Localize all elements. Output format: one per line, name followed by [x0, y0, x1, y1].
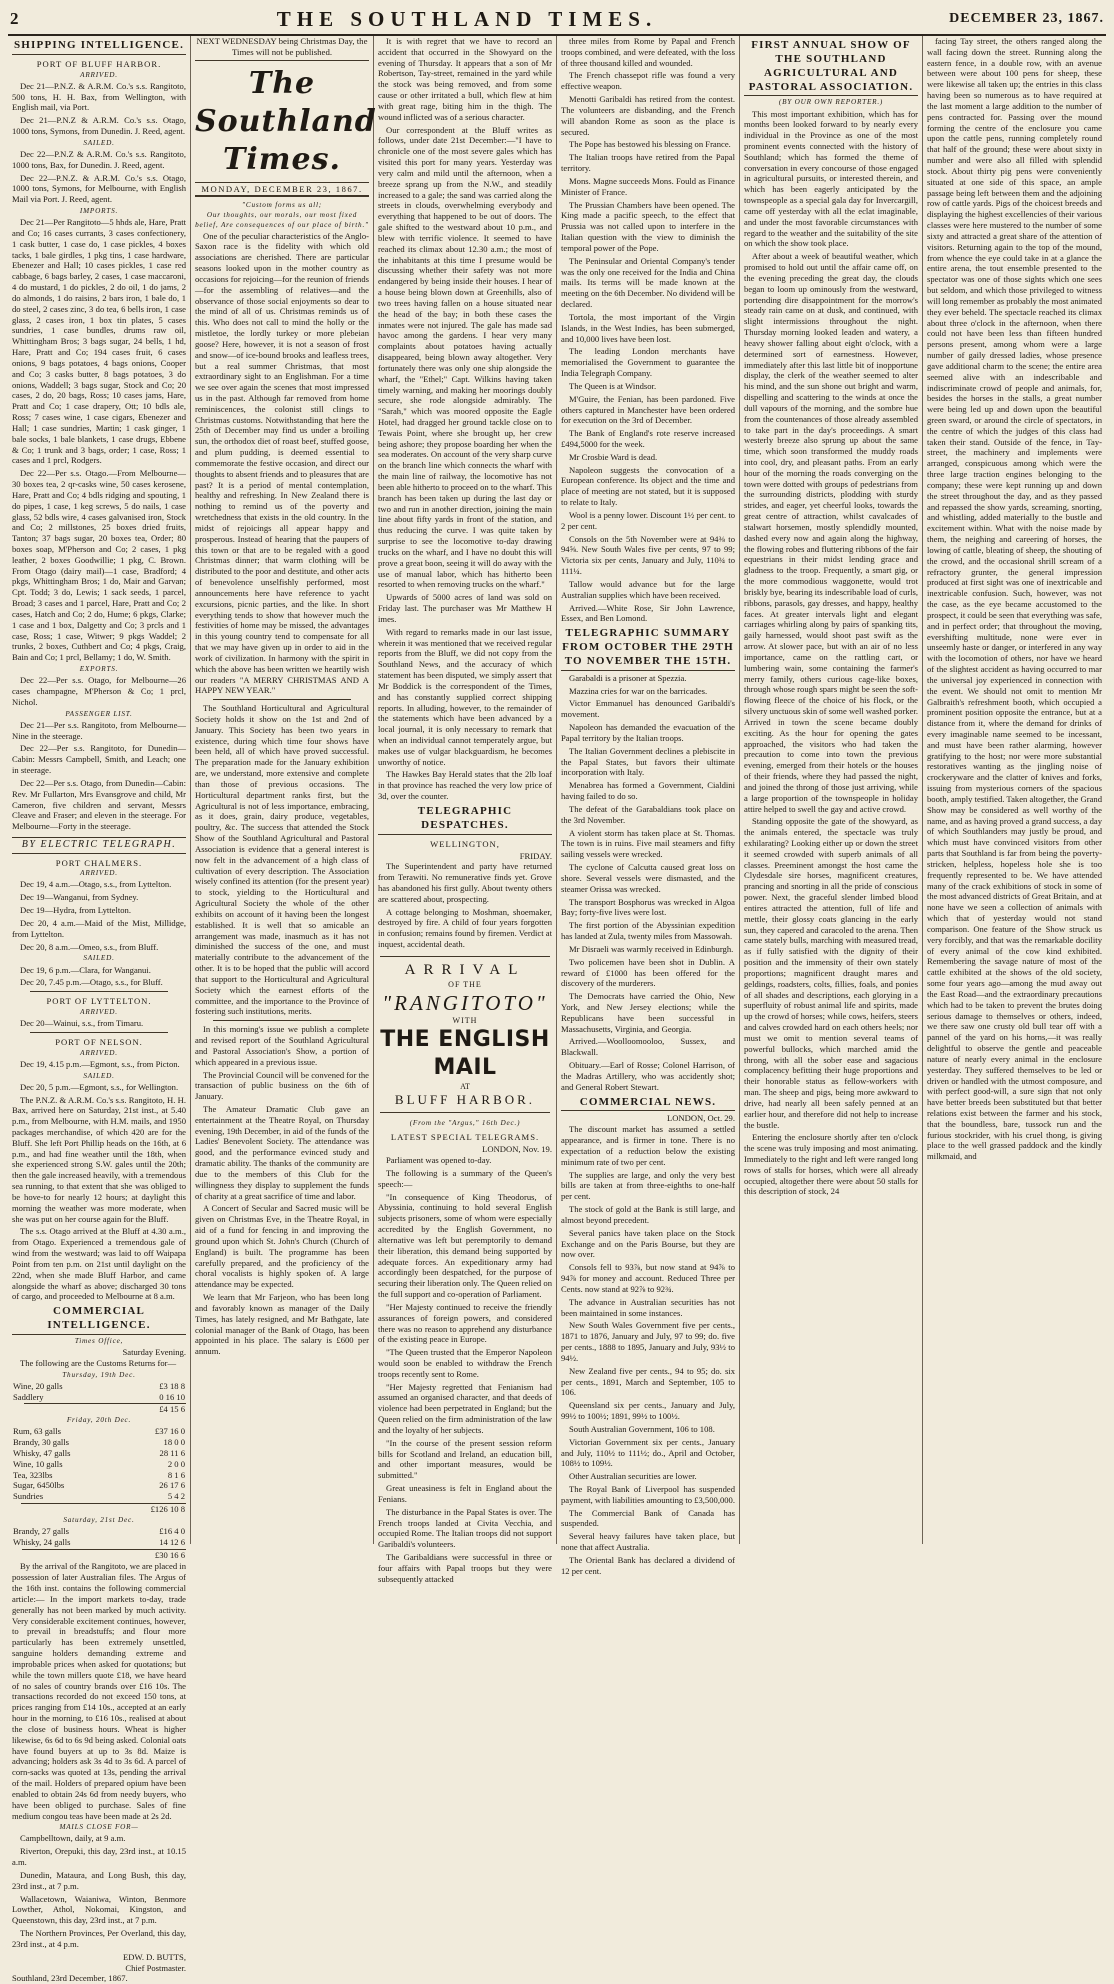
news-paragraph: The transport Bosphorus was wrecked in Algoa Bay; forty-five lives were lost.: [561, 896, 735, 918]
returns-row: [12, 1537, 186, 1548]
news-paragraph: The supplies are large, and only the very best bills are taken at from three-eighths to one-half per cent.: [561, 1169, 735, 1202]
divider: [213, 1020, 351, 1021]
news-paragraph: M'Guire, the Fenian, has been pardoned. Five others captured in Manchester have been ordered for execution on the 3rd of December.: [561, 393, 735, 426]
news-paragraph: The Democrats have carried the Ohio, New York, and New Jersey elections; while the Republicans have been successful in Massachusetts, Virginia, and Georgia.: [561, 991, 735, 1034]
telegraph-heading: BY ELECTRIC TELEGRAPH.: [12, 837, 186, 854]
news-paragraph: The defeat of the Garabaldians took place on the 3rd November.: [561, 803, 735, 825]
mail-entry: Campbelltown, daily, at 9 a.m.: [20, 1833, 126, 1844]
report-paragraph: facing Tay street, the others ranged along the wall facing down the street. Running along the eastern fence, in a double row, with an avenue between were about 100 pens for sheep, these were likewise all taken up; the entries in this class having been so numerous as to have required at the last moment a large addition to the number of pens contracted for. Passing over the mound forming the centre of the enclosure you came upon the cattle pens, running completely round that half of the ground; these were about sixty in number and were also all filled with splendid stock. About thirty pig pens were conveniently situated at one side of this space, an ample passage being left between them and the adjoining row of cattle yards. Pigs of the choicest breeds and displaying the highest excellencies of their various classes were here mustered to the number of some sixty and attracted a great share of the attention of visitors. Returning again to the top of the mound, from whence the eye could take in at a glance the entire arena, the tout ensemble presented to the spectator was one of those sights which one sees but seldom, and which those privileged to witness will long remember as probably the most animated they ever beheld. The spectacle reached its climax about three o'clock in the afternoon, when there could not have been less than fifteen hundred persons present, among whom were a large number of gaily dressed ladies, whose presence gave additional charm to the scene; the entire area seemed alive with an indescribable and indiscriminate crowd of people and animals, for, besides the horses in the stalls, a great number were being led up and down upon the beautiful green sward, or around the circle of spectators, in the centre of which the judges of this class had taken their stand. Outside of the fence, in Tay-street, the machinery and implements were arranged, conspicuous among which were the three large traction engines belonging to the company; these were kept running up and down the street throughout the day, and as they passed and repassed the show yards, screaming, snorting, and whistling, added materially to the bustle and excitement within. What with the noise made by them, the neighing and careering of horses, the lowing of cattle, bleating of sheep, the shouting of the crowd, and the occasional shrill scream of a refractory grunter, the general impression produced at first sight was one of inextricable and inextricable confusion. Such, however, was not the case, as the eye became accustomed to the prospect, it could be seen that everything was safe, and in perfect order; that throughout the moving, evershifting multitude, none were ever in unseemly haste or danger, or interfered in any way with the locomotion of others, nor have we heard of the slightest accident as having occurred to mar the universal joy experienced in connection with the event. We should not omit to mention Mr Galbraith's refreshment booth, which occupied a prominent position opposite the entrance, but at a distance from it, where the demand for drinks of every imaginable name seemed to be incessant, and must have been rather alarming, however gratifying to the host; nor were more substantial restoratives wanting as the jingling noise of crockeryware and the clatter of knives and forks, issuing from mysterious corners of the spacious booth, amply testified. Taken altogether, the Grand Show may be considered as well worthy of the name, and as having proved a grand success, a day of which Southlanders may justly be proud, and which must have convinced visitors from other parts that Southland is far from being the poverty-stricken, helpless, hopeless hole she is too frequently represented to be. We have attended many of the crack exhibitions of stock in some of the most advanced districts of Great Britain, and at none have we seen a collection of animals with which that of yesterday would not stand comparison. One feature of the Show struck us very forcibly, and that was the remarkable docility of every animal of the cow kind exhibited. Remembering the savage nature of most of the cattle exhibited at the shows of the old society, some four years ago—among the mud away out the East Road—and the extraordinary precautions which had to be taken to prevent the brutes doing serious damage to themselves or others, indeed, we there saw one crusty old bull tear off with a pannel of the yard on his horns,—it was really delightful to observe the gentle and peaceable nature of nearly every animal in the enclosure yesterday. They suffered themselves to be led or driven or handled with the utmost composure, and with perfect good-will, a sure sign that not only have better breeds been substituted but that better relations exist between the farmer and his stock, that the boundless, bare, tussock run and the furious stockrider, with his cruel thong, is giving place to the well grassed paddock and the kindly milkmaid, and: [927, 36, 1102, 1162]
news-paragraph: South Australian Government, 106 to 108.: [569, 1423, 715, 1434]
news-paragraph: three miles from Rome by Papal and French troops combined, and were defeated, with the loss of three thousand killed and wounded.: [561, 36, 735, 68]
returns-item: Wine, 20 galls: [13, 1380, 63, 1391]
arrived-label: ARRIVED.: [80, 70, 118, 79]
returns-item: Sundries: [13, 1491, 44, 1502]
returns-amount: £37 16 0: [154, 1426, 185, 1437]
saturday-label: Saturday, 21st Dec.: [63, 1515, 135, 1524]
returns-item: Whisky, 47 galls: [13, 1447, 71, 1458]
market-report: By the arrival of the Rangitoto, we are placed in possession of later Australian files. The Argus of the 16th inst. contains the following commercial article:— In the import markets to-day, trade generally has not been marked by much activity. Very considerable excitement continues, however, to prevail in breadstuffs; and flour more particularly has been extremely unsettled, sanguine holders demanding extreme and improbable prices when asked for quotations; but while the town millers quote £18, we have heard of no sales of country brands over £16 10s. The transactions recorded do not exceed 150 tons, at prices ranging from £14 10s., accepted at an early hour in the morning, to £16 10s., realised at about the close of business hours. Wheat is higher likewise, 6s 6d to 6s 9d being asked. Colonial oats have found buyers at up to 3s 8d. Maize is advancing; holders ask 3s 4d to 3s 6d. A parcel of corn-sacks was quoted at 13s, pending the arrival of the mail. Holders of prepared opium have been enabled to obtain 24s 6d from needy buyers, who have been obliged to purchase. Sales of fine medium congou teas have been made at 2s 2d.: [12, 1561, 186, 1821]
news-paragraph: Wool is a penny lower. Discount 1½ per cent. to 2 per cent.: [561, 509, 735, 531]
news-paragraph: Victorian Government six per cents., January and July, 110½ to 111½; do., April and October, 108½ to 109½.: [561, 1436, 735, 1469]
friday-label: Friday, 20th Dec.: [66, 1416, 132, 1425]
news-paragraph: The French chassepot rifle was found a very effective weapon.: [561, 70, 735, 92]
news-paragraph: Parliament was opened to-day.: [386, 1155, 492, 1166]
news-paragraph: The Royal Bank of Liverpool has suspended payment, with liabilities amounting to £3,500,000.: [561, 1483, 736, 1505]
returns-amount: 14 12 6: [159, 1536, 185, 1547]
news-paragraph: Arrived.—Woolloomooloo, Sussex, and Blackwall.: [561, 1036, 735, 1058]
news-paragraph: Tortola, the most important of the Virgin Islands, in the West Indies, has been submerged, and 10,000 lives have been lost.: [561, 311, 735, 344]
exports-entry: Dec 22—Per s.s. Otago, for Melbourne—26 cases champagne, M'Pherson & Co; 1 prcl, Nichol.: [12, 675, 186, 707]
returns-row: [12, 1426, 186, 1437]
saturday-returns-table: [12, 1526, 186, 1548]
news-paragraph: The Amateur Dramatic Club gave an entertainment at the Theatre Royal, on Thursday evening, 19th December, in aid of the funds of the Ladies' Benevolent Society. The attendance was good, and the performance evinced study and dramatic ability. The thanks of the community are due to the members of this Club for the willingness they display to supplement the funds of charity at a great sacrifice of time and labor.: [195, 1103, 369, 1201]
returns-amount: 28 11 6: [159, 1447, 185, 1458]
imports-entry: Dec 21—Per Rangitoto—5 hhds ale, Hare, Pratt and Co; 16 cases currants, 3 cases confectionery, 1 cask butter, 1 case do, 1 case pickles, 4 boxes tacks, 1 bale girdles, 1 pkg tins, 1 case hardware, Ebenezer and Hall; 10 cases pickles, 1 case red cabbage, 6 bags barley, 2 cases, 1 case maccaroni, 4 do mustard, 1 do pickles, 2 do oil, 1 do jams, 2 do almonds, 1 do raisins, 2 bars iron, 1 bale do, 1 do steel, 2 cases zinc, 3 do tea, 6 bells iron, 1 case glass, 2 cases iron, 1 box tin plates, 5 cases sundries, 1 case bundles, drums raw oil, Whittingham Bros; 3 bags sugar, 24 bells, 1 hd, Hare, Pratt and Co; 194 cases fruit, 6 cases onions, 9 bags potatoes, 4 bags onions, Cooper and Co; 3 casks butter, 8 bags potatoes, 3 do onions, Waddell; 3 bags sugar, Stock and Co; 20 cases, 2 do, 20 bags, Ross; 10 cases jams, Hare, Pratt and Co; 1 case drapery, Ott; 10 bdls ale, Ross; 7 cases wine, 1 case cigars, Ebenezer and Hall; 1 case sundries, Martin; 1 cask ginger, 1 bale socks, 1 bale blankets, 1 case drugs, Ebbene & Co; 1 trunk and 3 bags, order; 1 case, Ross; 1 cases and 1 prcl, Rodgers.: [12, 217, 186, 466]
news-paragraph: A cottage belonging to Moshman, shoemaker, destroyed by fire. A child of four years forgotten in confusion; remains found by firemen. Verdict at inquest, accidental death.: [378, 906, 552, 950]
news-paragraph: Garabaldi is a prisoner at Spezzia.: [569, 672, 687, 683]
news-paragraph: We learn that Mr Farjeon, who has been long and favorably known as manager of the Daily Times, has lately resigned, and Mr Bathgate, late colonial manager of the Bank of Otago, has been appointed in his place. The salary is £600 per annum.: [195, 1292, 369, 1357]
mail-entry: The Northern Provinces, Per Overland, this day, 23rd inst., at 4 p.m.: [12, 1928, 186, 1949]
divider: [30, 1032, 168, 1033]
shipping-entry: Dec 22—P.N.Z & A.R.M. Co.'s s.s. Rangitoto, 1000 tons, Bax, for Dunedin. J. Reed, agent.: [12, 148, 186, 170]
returns-amount: 2 0 0: [167, 1458, 185, 1469]
mails-heading: MAILS CLOSE FOR—: [59, 1823, 139, 1832]
news-paragraph: The Hawkes Bay Herald states that the 2lb loaf in that province has reached the very low price of 3d, over the counter.: [378, 769, 552, 802]
returns-row: [12, 1526, 186, 1537]
postmaster-title: Chief Postmaster.: [125, 1962, 186, 1973]
banner-arrival: ARRIVAL: [404, 961, 526, 978]
news-paragraph: The disturbance in the Papal States is over. The French troops landed at Civita Vecchia, and occupied Rome. The Italian troops did not support Garibaldi's volunteers.: [378, 1506, 552, 1550]
banner-of-the: OF THE: [448, 979, 482, 989]
latest-telegrams-heading: LATEST SPECIAL TELEGRAMS.: [390, 1132, 540, 1143]
news-paragraph: Consols on the 5th November were at 94⅜ to 94⅝. New South Wales five per cents, 97 to 99; Victoria six per cents, January and July, 110¾ to 111¼.: [561, 533, 735, 577]
news-paragraph: A Concert of Secular and Sacred music will be given on Christmas Eve, in the Theatre Royal, in aid of a fund for fencing in and improving the ground upon which St. John's Church (Church of England) is built. The programme has been carefully prepared, and the proficiency of the choral vocalists is highly spoken of. A large attendance may be expected.: [195, 1203, 369, 1290]
notice-dateline: Southland, 23rd December, 1867.: [12, 1973, 128, 1984]
news-paragraph: New Zealand five per cents., 94 to 95; do. six per cents., 1891, March and September, 105 to 106.: [561, 1365, 735, 1398]
thursday-returns-table: [12, 1381, 186, 1403]
report-paragraph: Standing opposite the gate of the showyard, as the animals entered, the spectacle was truly exhilarating? Looking either up or down the street it seemed crowded with superb animals of all classes. Preeminent amongst the host came the Clydesdale sire horses, magnificent creatures, prancing and snorting in all the pride of conscious power. Next, the graceful slender limbed blood entires attracted the attention, full of life and mettle, their glossy coats glancing in the early sun, they capered and caracoled to the arena. Then came stately bulls, marching with measured tread, as if fully satisfied with the dignity of their position and the immensity of their own stately proportions; magnificent draught mares and geldings, roadsters, colts, fillies, foals, and ponies of all shades and descriptions, each glorying in a superfluity of robust animal life and spirits, made up the crowd of horses; while cows, heifers, steers and calves crowded hard on each others heels; nor must we omit to mention several teams of powerful bullocks, which marched amid the throng, with all the sober ease and sagacious complacency befitting their huge proportions and their honorable status as fellow-workers with man. The sheep and pigs, being more awkward to drive, had nearly all been safely penned at an earlier hour, and therefore did not help to increase the bustle.: [744, 816, 918, 1130]
news-paragraph: Napoleon suggests the convocation of a European conference. Its object and the time and place of meeting are not stated, but it is supposed to relate to Italy.: [561, 464, 735, 508]
news-paragraph: It is with regret that we have to record an accident that occurred in the Showyard on the evening of Thursday. It appears that a son of Mr Robertson, Tay-street, remained in the yard while the stock was being removed, and from some cause or other irritated a bull, which flew at him with great rage, biting him in the thigh. The wound inflicted was of a serious character.: [378, 36, 552, 122]
port-bluff-heading: PORT OF BLUFF HARBOR.: [36, 58, 162, 69]
mail-entry: Riverton, Orepuki, this day, 23rd inst., at 10.15 a.m.: [12, 1846, 186, 1868]
byline: (BY OUR OWN REPORTER.): [778, 98, 884, 107]
column-2: [191, 36, 377, 1544]
page-number: 2: [10, 9, 19, 28]
report-paragraph: After about a week of beautiful weather, which promised to hold out until the affair came off, on the evening preceding the great day, the clouds began to loom up ominously from the westward, portending dire disappointment for the morrow's steady rain came on at dusk, and continued, with slight intermissions throughout the night. Thursday morning looked leaden and watery, a heavy shower falling about eight o'clock, with a determined sort of earnestness. However, immediately after this last little bit of inopportune display, the clerk of the weather seemed to alter his mind, and the sun shone out bright and warm, dispelling and scattering to the winds at once the dull vapours of the morning, and the sombre hue from the countenances of those already assembled to take part in the day's proceedings. A smart westerly breeze also sprung up about the same time, which soon transformed the muddy roads into cool, dry, and pleasant paths. From an early hour of the morning the roads converging on the town were dotted with groups of pedestrians from the surrounding districts, plodding with sturdy strides, and eager, yet cheerful looks, towards the great centre of attraction, whilst cavalcades of stalwart horsemen, mostly splendidly mounted, dashed every now and again along the highway, the flowing robes and fluttering ribbons of the fair equestrians in their midst lending grace and gladness to the troop. Frequently, a smart gig, or the more commodious waggonette, would trot briskly bye, bearing its indescribable load of curls, ribbons, parasols, gay dresses, and happy, healthy faces. At greater intervals light and elegant carriages whirling along by pairs of spanking tits, gaily harnessed, would shoot past swift as the arrow. At slower pace, but with an air of no less importance, came on the rattling cart, or lumbering wain, some containing the farmer's merry family, others curious cage-like boxes, through whose rough spars might be seen the soft-flowing fleece of the choice of his flock, or the silvery unctuous skin of some well washed porker. Arrived in town the scene became doubly exciting. As the hour for opening the gates approached, the visitors who had taken the precaution to come into town the previous evening, emerged from their hotels or the houses of their friends, where they had passed the night, and joined the throng of those just arriving, while a large proportion of the townspeople in holiday attire helped to swell the gay and active crowd.: [744, 251, 918, 814]
shipping-entry: Dec 21—P.N.Z & A.R.M. Co.'s s.s. Otago, 1000 tons, Symons, from Dunedin. J. Reed, agent.: [12, 115, 186, 137]
news-paragraph: The Oriental Bank has declared a dividend of 12 per cent.: [561, 1554, 735, 1576]
returns-row: [12, 1437, 186, 1448]
imports-entry: Dec 22—Per s.s. Otago.—From Melbourne—30 boxes tea, 2 qr-casks wine, 50 cases kerosene, Hare, Pratt and Co; 4 bdls ridging and spouting, 1 do pipes, 1 case, 1 keg screws, 5 do nails, 1 case glass, 52 bdls wire, 4 cases galvanised iron, Stock and Co; 2 millstones, 25 boxes dried fruits, Tanton; 37 bags sugar, 20 boxes tea, Order; 80 boxes soap, M'Pherson and Co; 2 cases, 1 pkg leather, 2 boxes Goodwillie; 1 pkg, C. Brown. From Otago (dairy mail)—1 case, Bradford; 4 pkgs, Whittingham Bros; 1 do, Mair and Garvan; Cpt. Todd; 3 do, Lewis; 1 sack seeds, 1 parcel, Broad; 3 cases and 1 parcel, Hare, Pratt and Co; 2 cases, Hatch and Co; 2 do, Hume; 6 pkgs, Clarke; 1 case and 1 box, Dalgetty and Co; 3 prcls and 1 case, Ross; 1 case, Witwer; 9 pkgs Waddel; 2 trunks, 2 boxes, Cuthbert and Co; 4 pkgs, Craig, Bain and Co; 1 prcl, Bellamy; 1 do, W. Smith.: [12, 468, 186, 663]
shipping-entry: Dec 20, 4 a.m.—Maid of the Mist, Millidge, from Lyttelton.: [12, 917, 186, 939]
editorial-paragraph: One of the peculiar characteristics of the Anglo-Saxon race is the fidelity with which old associations are cherished. There are particular seasons looked upon in the mother country as occasions for rejoicing—for the reunion of friends—for the assembling of relatives—and the observance of those social enjoyments so dear to the mind of all of us. Christmas reminds us of this. Who does not call to mind the holly or the mistletoe, the lordly turkey or more plebeian goose? Here, however, it is not a season of frost and snow—of ice-bound brooks and leafless trees, but a real summer Christmas, that most extraordinary sight to an Englishman. For a time we see over again the scenes that most impressed us in the past. Although far removed from home reminiscences, the colonist still clings to Christmas customs. Notwithstanding that here the 25th of December may find us under a broiling sun, the orthodox diet of roast beef, stuffed goose, and plum pudding, is deemed essential to commemorate the festive occasion, and direct our thoughts to absent friends and to pleasures that are past? It is a period of mental contemplation, healthy and refreshing. In New Zealand there is nothing to remind us of the poverty and wretchedness that exists in the old country. In the midst of rejoicings all appear happy and prosperous. Instead of hearing that the paupers of this town or that are to be regaled with a good Christmas dinner; that warm clothing will be distributed to the poor and destitute, and other acts of benevolence unselfishly performed, most announcements here have reference to yacht excursions, picnic parties, and the like. In short everything tends to show that however much the festivities of home may be missed, the advantages in this young country tend to compensate for all that we may have given up in order to aid in the work of civilization. In harmony with the spirit in which the above has been written we heartily wish our readers "A MERRY CHRISTMAS AND A HAPPY NEW YEAR.": [195, 230, 369, 696]
returns-amount: £3 18 8: [159, 1380, 185, 1391]
friday-returns-table: [12, 1426, 186, 1502]
passenger-entry: Dec 22—Per s.s. Rangitoto, for Dunedin—Cabin: Messrs Campbell, Smith, and Leach; one in steerage.: [12, 743, 186, 776]
source-note: (From the "Argus," 16th Dec.): [409, 1119, 521, 1128]
epigraph: Our thoughts, our morals, our most fixed belief, Are consequences of our place of birth.": [195, 211, 369, 229]
returns-item: Whisky, 24 galls: [13, 1536, 71, 1547]
times-office: Times Office,: [74, 1336, 124, 1345]
port-chalmers-heading: PORT CHALMERS.: [55, 857, 143, 868]
imports-label: IMPORTS.: [79, 207, 119, 216]
news-paragraph: Great uneasiness is felt in England about the Fenians.: [378, 1483, 552, 1504]
column-1: [8, 36, 191, 1984]
news-paragraph: Mazzina cries for war on the barricades.: [569, 685, 708, 696]
returns-row: [12, 1491, 186, 1502]
banner-ship: "RANGITOTO": [382, 990, 548, 1015]
news-paragraph: "The Queen trusted that the Emperor Napoleon would soon be enabled to withdraw the French troops recently sent to Rome.: [378, 1347, 552, 1379]
shipping-entry: Dec 20, 8 a.m.—Omeo, s.s., from Bluff.: [20, 941, 159, 952]
passenger-label: PASSENGER LIST.: [65, 709, 133, 718]
news-paragraph: Menotti Garibaldi has retired from the contest. The volunteers are disbanding, and the French will abandon Rome as soon as the place is secured.: [561, 94, 735, 137]
telegraphic-summary-heading: TELEGRAPHIC SUMMARY FROM OCTOBER THE 29TH TO NOVEMBER THE 15TH.: [561, 627, 735, 671]
banner-with: WITH: [452, 1016, 478, 1026]
news-paragraph: A violent storm has taken place at St. Thomas. The town is in ruins. Five mail steamers and fifty sailing vessels were wrecked.: [561, 827, 735, 860]
commercial-heading: COMMERCIAL INTELLIGENCE.: [12, 1305, 186, 1335]
news-paragraph: The Superintendent and party have returned from Terawiti. No remunerative finds yet. Grove has abandoned his first gully. About twenty others are scattered about, prospecting.: [378, 861, 552, 904]
epigraph: "Custom forms us all;: [242, 201, 322, 210]
returns-amount: £16 4 0: [159, 1525, 185, 1536]
news-paragraph: The Queen is at Windsor.: [569, 380, 657, 391]
news-paragraph: The advance in Australian securities has not been maintained in some instances.: [561, 1296, 735, 1318]
passenger-entry: Dec 21—Per s.s. Rangitoto, from Melbourne—Nine in the steerage.: [12, 719, 186, 741]
commercial-dateline: LONDON, Oct. 29.: [666, 1113, 735, 1124]
sailed-label: SAILED.: [83, 138, 115, 147]
returns-item: Tea, 323lbs: [13, 1469, 53, 1480]
news-paragraph: Several panics have taken place on the Stock Exchange and on the Paris Bourse, but they are now over.: [561, 1227, 735, 1260]
news-paragraph: The Pope has bestowed his blessing on France.: [569, 139, 731, 150]
exports-label: EXPORTS.: [79, 665, 119, 674]
sailed-label: SAILED.: [83, 1071, 115, 1080]
news-paragraph: The Garibaldians were successful in three or four affairs with Papal troops but they were subsequently attacked: [378, 1552, 552, 1584]
mail-entry: Dunedin, Mataura, and Long Bush, this day, 23rd inst., at 7 p.m.: [12, 1869, 186, 1891]
english-mail-banner: [380, 956, 550, 1113]
news-paragraph: The leading London merchants have memorialised the Government to guarantee the India Telegraph Company.: [561, 346, 735, 379]
port-lyttelton-heading: PORT OF LYTTELTON.: [46, 996, 152, 1007]
column-4: [557, 36, 740, 1576]
returns-item: Rum, 63 galls: [13, 1426, 61, 1437]
returns-intro: The following are the Customs Returns for—: [20, 1357, 177, 1368]
returns-row: [12, 1480, 186, 1491]
news-paragraph: Other Australian securities are lower.: [569, 1471, 697, 1482]
report-paragraph: Entering the enclosure shortly after ten o'clock the scene was truly imposing and most animating. Immediately to the right and left were ranged long rows of stalls for horses, which were all already occupied, altogether there were about 50 stalls for this description of stock, 24: [744, 1132, 918, 1197]
returns-item: Sugar, 6450lbs: [13, 1480, 65, 1491]
news-paragraph: Several heavy failures have taken place, but none that affect Australia.: [561, 1531, 735, 1553]
thursday-total: £4 15 6: [12, 1403, 186, 1415]
shipping-report: The s.s. Otago arrived at the Bluff at 4.30 a.m., from Otago. Experienced a tremendous gale of wind from the westward; was laid to off Waipapa Point from ten p.m. on 21st until daylight on the 22nd, when she made Bluff Harbor, and came alongside the wharf as above; discharged 30 tons of cargo, and proceeded to Melbourne at 8 a.m.: [12, 1226, 186, 1302]
mail-entry: Wallacetown, Waianiwa, Winton, Benmore Lowther, Athol, Nokomai, Kingston, and Queenstown, this day, 23rd inst., at 7 p.m.: [12, 1893, 186, 1926]
news-paragraph: Napoleon has demanded the evacuation of the Papal territory by the Italian troops.: [561, 722, 735, 743]
news-paragraph: The first portion of the Abyssinian expedition has landed at Zula, twenty miles from Massowah.: [561, 920, 735, 942]
returns-amount: 18 0 0: [163, 1437, 185, 1448]
returns-row: [12, 1381, 186, 1392]
wellington-heading: WELLINGTON,: [430, 838, 500, 849]
shipping-entry: Dec 19—Hydra, from Lyttelton.: [20, 905, 131, 916]
arrived-label: ARRIVED.: [80, 869, 118, 878]
friday-total: £126 10 8: [12, 1503, 186, 1515]
news-paragraph: Mr Disraeli was warmly received in Edinburgh.: [569, 943, 734, 954]
editorial-paragraph: The Southland Horticultural and Agricultural Society holds it show on the 1st and 2nd of January. This Society has been two years in existence, during which time four shows have been held, all of which have proved successful. The preparation made for the January exhibition are, we understand, more extensive and complete than those of previous occasions. The Horticultural department ranks first, but the Agricultural is not of less importance, embracing, as it does, grain, dairy produce, vegetables, poultry, &c. The success that attended the Stock Show of the Southland Agricultural and Pastoral Association is evidence that a general interest is now felt in the advancement of a high class of cultivation of every description. The Association wisely confined its attention (for the present year) to stock, yielding to the Horticultural and Agricultural Society the whole of the other exhibits on account of it having been the longest established. It is well that so amicable an arrangement was made, inasmuch as it has not diminished the success of the one, and must materially contribute to the advancement of the other. It is to be hoped that the public will accord that support to the Horticultural and Agricultural Society which the earnest efforts of the committee, and the importance to the Province of fostering such institutions, merits.: [195, 703, 369, 1017]
newspaper-logo: The Southland Times.: [195, 66, 377, 177]
friday-label: FRIDAY.: [519, 850, 552, 861]
news-paragraph: Upwards of 5000 acres of land was sold on Friday last. The purchaser was Mr Matthew H imes.: [378, 592, 552, 624]
returns-row: [12, 1392, 186, 1403]
divider: [213, 699, 351, 700]
returns-row: [12, 1459, 186, 1470]
news-paragraph: Two policemen have been shot in Dublin. A reward of £1000 has been offered for the discovery of the murderers.: [561, 956, 735, 989]
news-paragraph: New South Wales Government five per cents., 1871 to 1876, January and July, 97 to 99; do. five per cents., 1888 to 1895, January and July, 93½ to 94½.: [561, 1320, 735, 1363]
banner-at: AT: [460, 1081, 470, 1091]
news-paragraph: "Her Majesty continued to receive the friendly assurances of foreign powers, and considered there was no reason to apprehend any disturbance of the existing peace in Europe.: [378, 1301, 552, 1345]
news-paragraph: The stock of gold at the Bank is still large, and almost beyond precedent.: [561, 1204, 735, 1225]
news-paragraph: With regard to remarks made in our last issue, wherein it was mentioned that we received regular reports from the Bluff, we did not copy from the Southland News, and the accuracy of which statement has been disputed, we simply assert that Mr Boddick is the correspondent of the Times, and has constantly supplied correct shipping reports. In alluding, however, to the remainder of the statements which have been advanced by a local journal, it is only necessary to remark that when an individual cannot temperately argue, but makes use of vulgar blackguardism, he becomes unworthy of notice.: [378, 626, 552, 767]
news-paragraph: The Bank of England's rote reserve increased £494,5000 for the week.: [561, 428, 735, 449]
thursday-label: Thursday, 19th Dec.: [62, 1370, 136, 1379]
shipping-entry: Dec 19, 4.15 p.m.—Egmont, s.s., from Picton.: [20, 1058, 180, 1069]
issue-date: DECEMBER 23, 1867.: [949, 11, 1104, 26]
news-paragraph: "In the course of the present session reform bills for Scotland and Ireland, an education bill, and other important measures, would be submitted.": [378, 1437, 552, 1481]
news-paragraph: In this morning's issue we publish a complete and revised report of the Southland Agricultural and Pastoral Association's Show, a portion of which appeared in a previous issue.: [195, 1024, 369, 1067]
report-paragraph: This most important exhibition, which has for months been looked forward to by nearly every individual in the Province as one of the most prominent events connected with the history of Southland; which has formed the theme of conversation in every concourse of those engaged in agricultural pursuits, or interested therein, and which has been eagerly anticipated by the townspeople as a special gala day for Invercargill, came off yesterday with all the eclat imaginable, and under the most favorable circumstances with regard to the weather and the suitability of the site on which the show took place.: [744, 108, 918, 249]
arrived-label: ARRIVED.: [80, 1048, 118, 1057]
news-paragraph: The cyclone of Calcutta caused great loss on shore. Several vessels were dismasted, and the steamer Orissa was wrecked.: [561, 862, 735, 894]
shipping-entry: Dec 20, 7.45 p.m.—Otago, s.s., for Bluff.: [20, 977, 163, 988]
shipping-entry: Dec 19—Wanganui, from Sydney.: [20, 892, 139, 903]
commercial-news-heading: COMMERCIAL NEWS.: [561, 1096, 735, 1112]
column-6: [923, 36, 1106, 1544]
news-paragraph: "Her Majesty regretted that Fenianism had assumed an organised character, and that deeds of violence had been perpetrated in England; but the Queen relied on the firm administration of the law and the loyalty of her subjects.: [378, 1381, 552, 1435]
news-paragraph: Mr Crosbie Ward is dead.: [569, 451, 658, 462]
shipping-entry: Dec 19, 4 a.m.—Otago, s.s., from Lyttelton.: [20, 879, 172, 890]
news-paragraph: "In consequence of King Theodorus, of Abyssinia, continuing to hold several English subjects prisoners, some of whom were especially accredited by the English Government, no alternative was left but peremptorily to demand their liberation, this demand being supported by adequate forces. An expeditionary army had accordingly been despatched, for the purpose of securing their liberation only. The Queen relied on the full support and co-operation of Parliament.: [378, 1191, 552, 1300]
news-paragraph: Menabrea has formed a Government, Cialdini having failed to do so.: [561, 780, 735, 802]
returns-amount: 8 1 6: [167, 1469, 185, 1480]
returns-item: Wine, 10 galls: [13, 1458, 63, 1469]
divider: [30, 991, 168, 992]
returns-row: [12, 1448, 186, 1459]
passenger-entry: Dec 22—Per s.s. Otago, from Dunedin—Cabin: Rev. Mr Fullarton, Mrs Evansgrove and child, Mr Cameron, five children and servant, Messrs Cleave and Fraser; and eleven in the steerage. For Melbourne—Forty in the steerage.: [12, 777, 186, 832]
news-paragraph: Arrived.—White Rose, Sir John Lawrence, Essex, and Ben Lomond.: [561, 602, 735, 624]
column-3: [374, 36, 557, 1584]
editorial-dateline: MONDAY, DECEMBER 23, 1867.: [195, 182, 369, 198]
banner-mail: THE ENGLISH MAIL: [380, 1027, 550, 1081]
returns-amount: 0 16 10: [159, 1391, 185, 1402]
shipping-entry: Dec 20—Wainui, s.s., from Timaru.: [20, 1018, 144, 1029]
returns-item: Brandy, 27 galls: [13, 1525, 70, 1536]
news-paragraph: Queensland six per cents., January and July, 99½ to 100½; 1891, 99½ to 100½.: [561, 1400, 735, 1422]
news-paragraph: The Commercial Bank of Canada has suspended.: [561, 1507, 735, 1529]
shipping-entry: Dec 19, 6 p.m.—Clara, for Wanganui.: [20, 964, 151, 975]
shipping-entry: Dec 21—P.N.Z. & A.R.M. Co.'s s.s. Rangitoto, 500 tons, H. H. Bax, from Wellington, with English mail, via Port.: [12, 80, 186, 113]
postmaster-name: EDW. D. BUTTS,: [123, 1951, 186, 1962]
returns-amount: 26 17 6: [159, 1480, 185, 1491]
shipping-heading: SHIPPING INTELLIGENCE.: [12, 39, 186, 55]
columns: [8, 36, 1106, 1984]
returns-item: Brandy, 30 galls: [13, 1437, 70, 1448]
column-5: [740, 36, 923, 1544]
news-paragraph: The Italian troops have retired from the Papal territory.: [561, 152, 735, 174]
masthead: [8, 4, 1106, 36]
returns-item: Saddlery: [13, 1391, 44, 1402]
saturday-evening: Saturday Evening.: [122, 1347, 186, 1358]
telegraphic-heading: TELEGRAPHIC DESPATCHES.: [378, 805, 552, 835]
news-paragraph: Victor Emmanuel has denounced Garibaldi's movement.: [561, 698, 735, 720]
london-dateline: LONDON, Nov. 19.: [482, 1144, 552, 1155]
shipping-report: The P.N.Z. & A.R.M. Co.'s s.s. Rangitoto, H. H. Bax, arrived here on Saturday, 21st inst., at 5.40 p.m., from Melbourne, with H.M. mails, and 1950 packages merchandise, of which 420 are for the Bluff. She left Port Phillip heads on the 16th, at 6 p.m., and had fine weather until the 18th, when she experienced strong S.W. gales until the 20th; then the gale increased heavily, with a tremendous sea running, to that extent that she was obliged to be hove-to for nearly 12 hours; at daylight this morning the weather was more moderate, when she was put on her course again for the Bluff.: [12, 1094, 186, 1224]
news-paragraph: Tallow would advance but for the large Australian supplies which have been received.: [561, 578, 735, 600]
returns-amount: 5 4 2: [167, 1491, 185, 1502]
sailed-label: SAILED.: [83, 954, 115, 963]
news-paragraph: The Italian Government declines a plebiscite in the Papal States, but favors their ultimate incorporation with Italy.: [561, 745, 735, 778]
arrived-label: ARRIVED.: [80, 1008, 118, 1016]
port-nelson-heading: PORT OF NELSON.: [55, 1036, 143, 1047]
returns-row: [12, 1470, 186, 1481]
shipping-entry: Dec 22—P.N.Z. & A.R.M. Co.'s s.s. Otago, 1000 tons, Symons, for Melbourne, with English Mail via Port. J. Reed, agent.: [12, 172, 186, 205]
news-paragraph: The Peninsular and Oriental Company's tender was the only one received for the India and China mails. Its terms will be made known at the meeting on the 6th December. No dividend will be declared.: [561, 255, 735, 310]
news-paragraph: The Provincial Council will be convened for the transaction of public business on the 6th of January.: [195, 1069, 369, 1102]
christmas-notice: NEXT WEDNESDAY being Christmas Day, the Times will not be published.: [195, 36, 369, 61]
saturday-total: £30 16 6: [12, 1549, 186, 1561]
news-paragraph: Consols fell to 93⅞, but now stand at 94⅞ to 94⅞ for money and account. Reduced Three per Cents. now stand at 92⅞ to 92¾.: [561, 1262, 735, 1294]
news-paragraph: The following is a summary of the Queen's speech:—: [378, 1167, 552, 1189]
news-paragraph: The Prussian Chambers have been opened. The King made a pacific speech, to the effect that Prussia was not called upon to interfere in the Italian question with the view to diminish the temporal power of the Pope.: [561, 199, 735, 253]
show-report-heading: FIRST ANNUAL SHOW OF THE SOUTHLAND AGRICULTURAL AND PASTORAL ASSOCIATION.: [744, 39, 918, 96]
newspaper-title: THE SOUTHLAND TIMES.: [276, 6, 658, 31]
shipping-entry: Dec 20, 5 p.m.—Egmont, s.s., for Wellington.: [20, 1081, 179, 1092]
banner-harbor: BLUFF HARBOR.: [394, 1091, 536, 1107]
news-paragraph: Our correspondent at the Bluff writes as follows, under date 21st December:—"I have to chronicle one of the most severe gales which has visited this port for many years. Yesterday was very calm and mild until the afternoon, when a breeze sprang up from the N.W., and steadily increased to a gale; the sand was carried along the streets in clouds, overwhelming everybody and everything that happened to be out of doors. The gale shifted to the westward about 10 p.m., and blew with terrific violence. It seemed to have reached its climax about 12.30 a.m.; the most of the inhabitants at this time I presume would be discussing whether their safety was not more endangered by being inside their houses. I hear of a house being blown down at Greenhills, also of two trees having fallen on a house situated near the head of the bay; in both these cases the inmates were not injured. The gale has made sad havoc among the gardens. I hear very many complaints about potatoes having actually disappeared, being blown away altogether. Very fortunately there was only one ship alongside the wharf, the "Ethel;" Capt. Wilkins having taken timely warning, and making her moorings doubly secure, she rode alongside admirably. The "Sarah," which was moored opposite the Eagle Hotel, had dragged her ground tackle close on to Tewais Point, where she brought up, her crew being ashore; they propose boarding her when the sea moderates. On account of the very sharp curve on the branch line which connects the wharf with the main line of railway, the locomotive has not been able hitherto to proceed on to the wharf. This branch has been taken up during the last day or two and run in another direction, joining the main line about fifty yards in front of the station, and thus reducing the curve. I was quite taken by surprise to see the locomotive to-day drawing trucks on the wharf, and I have no doubt this will prove a great boon, seeing it will do away with the use of manual labor, which has hitherto been resorted to when removing trucks on the wharf.": [378, 124, 552, 590]
news-paragraph: The discount market has assumed a settled appearance, and is firmer in tone. There is no expectation of a reduction below the existing minimum rate of two per cent.: [561, 1124, 735, 1167]
news-paragraph: Obituary.—Earl of Rosse; Colonel Harrison, of the Madras Artillery, who was accidently shot; and General Robert Stewart.: [561, 1060, 735, 1092]
news-paragraph: Mons. Magne succeeds Mons. Fould as Finance Minister of France.: [561, 175, 735, 197]
